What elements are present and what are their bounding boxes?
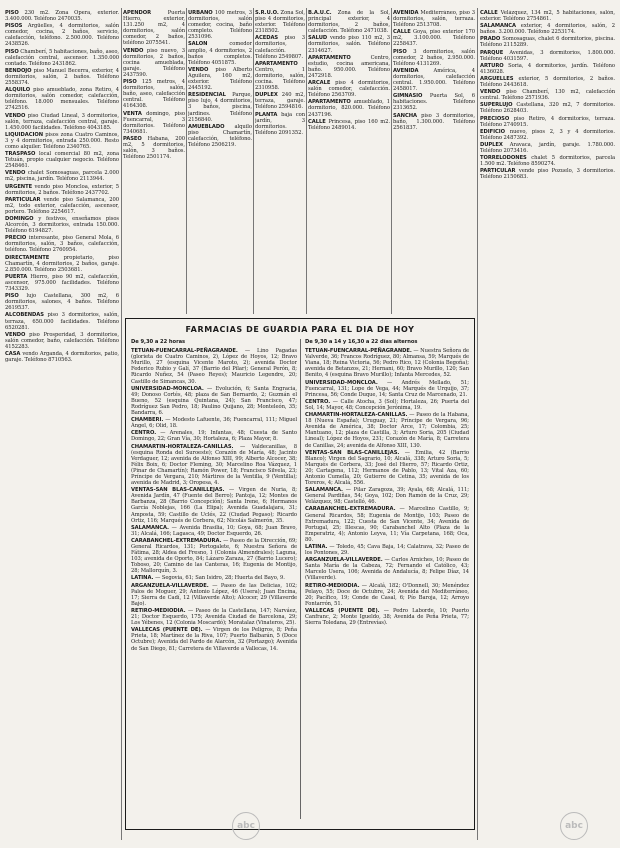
classified-column-5 — [308, 10, 390, 322]
ad-text: vendo Arganda, 4 dormitorios, patio, garaje. Teléfono 8710563. — [5, 350, 119, 364]
classified-ad — [480, 168, 615, 180]
classified-ad — [5, 87, 119, 111]
pharmacy-addresses: — Alcalá, 182; O'Donnell, 30; Menéndez Pelayo, 55; Doce de Octubre, 24; Avenida del Mediterráneo, 20; Pacífico, 19; Conde de Casal, 6; Pío Baroja, 12; Arroyo Fontarrón, 51. — [305, 582, 469, 607]
ad-heading: DOMINGO — [5, 216, 34, 222]
classified-ad — [480, 23, 615, 35]
ad-text: Puerta Hierro, exterior, 131.250 m2, 4 dormitorios, salón comedor, 2 baños, teléfono 2075541. — [123, 10, 185, 47]
classified-ad — [308, 119, 390, 131]
ad-heading: AMUEBLADO — [188, 123, 225, 130]
pharmacy-column-left — [131, 339, 297, 824]
classified-ad — [480, 10, 615, 22]
ad-heading: DIRECTAMENTE — [5, 254, 50, 261]
ad-text: y festivos, enseñamos pisos Alcorcón, 3 dormitorios, entrada 150.000. Teléfono 6194827. — [5, 216, 119, 235]
pharmacy-box — [125, 318, 475, 830]
watermark-icon: abc — [232, 812, 260, 840]
pharmacy-addresses: — Arenales, 19; Infantas, 48; Cuesta de Santo Domingo, 22; Gran Vía, 30; Hortaleza, 6; Plaza Mayor, 8. — [131, 430, 297, 443]
pharmacy-entry — [305, 450, 469, 487]
classified-ad — [188, 67, 252, 91]
ad-heading: PISO — [5, 10, 19, 16]
ad-text: local comercial 80 m2, zona Tetuán, propio cualquier negocio. Teléfono 2548461. — [5, 151, 119, 170]
ad-heading: ARCALE — [308, 80, 331, 87]
column-rule — [186, 8, 187, 314]
pharmacy-entry — [305, 506, 469, 543]
pharmacy-addresses: — Modesto Lafuente, 36; Fuencarral, 111; Miguel Ángel, 6; Olid, 18. — [131, 417, 297, 430]
ad-text: Velázquez, 134 m2, 5 habitaciones, salón, exterior. Teléfono 2754861. — [480, 10, 615, 23]
column-rule — [391, 8, 392, 314]
ad-text: 100 metros, 3 dormitorios, salón comedor, cocina, baño completo. Teléfono 2531096. — [188, 10, 252, 41]
ad-text: chalet 5 dormitorios, parcela 1.500 m2. Teléfono 8590274. — [480, 155, 615, 168]
ad-text: piso 4 dormitorios, salón comedor, calefacción. Teléfono 2563709. — [308, 80, 390, 99]
ad-heading: SALUD — [308, 35, 328, 42]
pharmacy-addresses: — Toledo, 45; Cava Baja, 14; Calatrava, 32; Paseo de los Pontones, 29. — [305, 544, 469, 557]
classified-ad — [255, 35, 305, 59]
ad-text: piso 3 dormitorios, calefacción. Teléfono 2549807. — [255, 35, 305, 60]
ad-heading: PISO — [393, 48, 407, 55]
ad-text: Aravaca, jardín, garaje. 1.780.000. Teléfono 2073416. — [480, 141, 615, 154]
ad-text: Puerta Sol, 6 habitaciones. Teléfono 2313652. — [393, 93, 475, 112]
ad-heading: PLANTA — [255, 111, 278, 118]
classified-ad — [480, 89, 615, 101]
pharmacy-entry — [131, 348, 297, 385]
pharmacy-addresses: — Segovia, 61; San Isidro, 28; Huerta del Bayo, 9. — [155, 575, 285, 582]
watermark-icon: abc — [560, 812, 588, 840]
classified-ad — [123, 136, 185, 160]
ad-text: 3 dormitorios, salón comedor, 2 baños, 2.950.000. Teléfono 4131269. — [393, 48, 475, 67]
pharmacy-entry — [131, 538, 297, 575]
pharmacy-addresses: — Avenida Brasilia, 10; Goya, 68; Juan Bravo, 31; Alcalá, 166; Lagasca, 49; Doctor Esquerdo, 26. — [131, 524, 297, 537]
ad-heading: TORRELODONES — [480, 155, 527, 162]
ad-text: vendo piso Moncloa, exterior, 5 dormitorios, 2 baños. Teléfono 2437702. — [5, 183, 119, 196]
ad-heading: ACEDAS — [255, 35, 279, 42]
ad-text: piso Ciudad Lineal, 3 dormitorios, salón, terraza, calefacción central, garaje. 1.450.000 facilidades. Teléfono 4043185. — [5, 112, 119, 131]
ad-text: interesante, piso General Mola, 6 dormitorios, salón, 3 baños, calefacción, teléfono. Teléfono 2760954. — [5, 235, 119, 254]
pharmacy-entry — [131, 627, 297, 651]
district-name: CENTRO. — [305, 398, 331, 405]
ad-heading: RESIDENCIAL — [188, 92, 226, 99]
ad-heading: AVENIDA — [393, 67, 419, 74]
ad-heading: VENDO — [188, 66, 209, 73]
classified-ad — [308, 80, 390, 98]
classified-ad — [123, 48, 185, 78]
classified-ad — [308, 99, 390, 117]
ad-text: piso Alberto Aguilera, 160 m2, exterior. Teléfono 2445192. — [188, 66, 252, 92]
district-name: TETUAN-FUENCARRAL-PEÑAGRANDE. — [131, 348, 238, 355]
ad-heading: AVENIDA — [393, 10, 419, 16]
classified-ad — [5, 10, 119, 22]
classified-ad — [5, 216, 119, 234]
pharmacy-addresses: — Evolución, 6; Santa Engracia, 49; Donoso Cortés, 48; plaza de San Bernardo, 2; Guzmán el Bueno, 52 (esquina Quintana, 24); San Francisco, 47; Rodríguez San Pedro, 18; Paulino Quijano, 28; Monteleón, 35; Bandarra, 6. — [131, 385, 297, 417]
ad-text: piso 3 dormitorios, salón, terraza, 650.000 facilidades. Teléfono 6520281. — [5, 312, 119, 331]
classified-ad — [188, 92, 252, 122]
classified-ad — [255, 92, 305, 110]
ad-text: piso nuevo, 3 dormitorios, 2 baños, cocina amueblada, garaje. Teléfono 2437590. — [123, 47, 185, 78]
ad-text: chalet Somosaguas, parcela 2.000 m2, piscina, jardín. Teléfono 2113944. — [5, 170, 119, 183]
ad-heading: CASA — [5, 350, 21, 357]
district-name: VALLECAS (PUENTE DE). — [305, 607, 380, 614]
ad-text: vende piso Pozuelo, 3 dormitorios. Teléfono 2150683. — [480, 168, 615, 181]
pharmacy-entry — [131, 525, 297, 537]
district-name: LATINA. — [305, 544, 328, 550]
classified-ad — [480, 102, 615, 114]
district-name: SALAMANCA. — [305, 487, 343, 494]
pharmacy-column-right — [305, 339, 469, 824]
district-name: LATINA. — [131, 575, 154, 582]
pharmacy-addresses: — Andrés Mellado, 51; Fuencarral, 131; Lope de Vega, 44; Marqués de Urquijo, 37; Princesa, 56; Conde Duque, 14; Santa Cruz de Marcenado, 21. — [305, 379, 469, 398]
ad-text: exterior, 4 dormitorios, salón, 2 baños. 3.200.000. Teléfono 2253174. — [480, 23, 615, 36]
classified-ad — [5, 184, 119, 196]
ad-text: propietario, piso Chamartín, 4 dormitorios, 2 baños, garaje. 2.850.000. Teléfono 2503681. — [5, 254, 119, 273]
pharmacy-addresses: — Virgen de Nuria, 8; Avenida Jardín, 47 (Fuente del Berro); Pantoja, 12; Montes de Barbanza, 28 (Barrio Concepción); Santa Irene, 6; Hermanos García Noblejas, 166 (La Elipa); Avenida Guadalajara, 31; Amposta, 59; Castillo de Uclés, 22 (Ciudad Pegaso); Ricardo Ortiz, 116; Marqués de Corbera, 62; Nicolás Salmerón, 35. — [131, 487, 297, 524]
pharmacy-entry — [305, 348, 469, 378]
district-name: CARABANCHEL-EXTREMADURA. — [305, 506, 396, 513]
ad-heading: VENDO — [5, 170, 26, 177]
ad-text: Habana, 200 m2, 5 dormitorios, salón, 3 baños. Teléfono 2501174. — [123, 135, 185, 161]
ad-heading: APARTAMENTO — [308, 99, 351, 106]
ad-heading: PISO — [5, 293, 19, 300]
ad-text: Hierro, piso 90 m2, calefacción, ascensor, 975.000 facilidades. Teléfono 7343329. — [5, 273, 119, 293]
ad-text: piso Retiro, 4 dormitorios, terraza. Teléfono 2740915. — [480, 115, 615, 128]
ad-text: piso 3 dormitorios, baño, 1.300.000. Teléfono 2561837. — [393, 112, 475, 131]
ad-heading: CALLE — [393, 29, 411, 36]
ad-heading: APARTAMENTO — [255, 60, 298, 67]
ad-text: vendo piso 110 m2, 3 dormitorios, salón. Teléfono 2314627. — [308, 35, 390, 54]
pharmacy-addresses: — Nuestra Señora de Valverde, 36; Francos Rodríguez, 80; Almansa, 59; Marqués de Viana, 18; Reina Victoria, 56; Pedro Rico, 12 (Colonia Begoña); avenida de Betanzos, 21; Hernani, 60; Bravo Murillo, 120; San Benito, 4 (esquina Bravo Murillo); Infanta Mercedes, 52. — [305, 348, 469, 379]
classified-column-4 — [255, 10, 305, 322]
classified-ad — [5, 274, 119, 292]
classified-ad — [480, 142, 615, 154]
pharmacy-addresses: — Emilia, 42 (Barrio Blanco); Virgen del Sagrario, 10; Alcalá, 338; Arturo Soria, 5; Marqués de Corbera, 33; José del Hierro, 57; Ricardo Ortiz, 20; Cartagena, 112; Hermanos de Pablo, 13; Vital Aza, 60; Antonio Cumella, 20; Gutierre de Cetina, 35; avenida de los Toreros, 4; Alcalá, 556. — [305, 449, 469, 487]
column-rule — [306, 8, 307, 314]
ad-heading: DUPLEX — [255, 92, 278, 99]
ad-text: alquilo piso Chamartín, calefacción, teléfono. Teléfono 2506219. — [188, 123, 252, 148]
pharmacy-addresses: — Carlos Arniches, 10; Paseo de Santa María de la Cabeza, 72; Fernando el Católico, 43; Marcelo Usera, 106; Avenida de Andalucía, 8; Felipe Díaz, 14 (Villaverde). — [305, 557, 469, 582]
pharmacy-entry — [131, 417, 297, 429]
pharmacy-box-title: FARMACIAS DE GUARDIA PARA EL DIA DE HOY — [185, 325, 415, 334]
column-rule — [121, 8, 122, 840]
classified-ad — [393, 113, 475, 131]
ad-text: América, 4 dormitorios, calefacción central. 1.950.000. Teléfono 2458017. — [393, 67, 475, 93]
district-name: RETIRO-MEDIODIA. — [131, 607, 186, 614]
ad-heading: APARTAMENTO — [308, 54, 351, 61]
ad-heading: URGENTE — [5, 183, 33, 190]
pharmacy-entry — [131, 608, 297, 626]
ad-heading: PARTICULAR — [5, 196, 41, 203]
ad-text: Castellana, 320 m2, 7 dormitorios. Teléfono 2628403. — [480, 102, 615, 115]
classified-ad — [5, 351, 119, 363]
classified-ad — [480, 63, 615, 75]
classified-ad — [5, 68, 119, 86]
classified-ad — [393, 93, 475, 111]
ad-text: nuevo, pisos 2, 3 y 4 dormitorios. Teléfono 2487392. — [480, 128, 615, 141]
ad-heading: EDIFICIO — [480, 128, 506, 135]
pharmacy-entry — [131, 575, 297, 581]
classified-ad — [308, 55, 390, 79]
classified-ad — [5, 293, 119, 311]
classified-ad — [5, 197, 119, 215]
classified-ad — [5, 113, 119, 131]
pharmacy-entry — [305, 380, 469, 398]
ad-text: amueblado, 1 dormitorio, 820.000. Teléfono 2437196. — [308, 99, 390, 118]
ad-heading: VENTA — [123, 110, 142, 117]
ad-heading: B.A.U.C. — [308, 10, 332, 16]
classified-ad — [188, 10, 252, 40]
classified-ad — [393, 49, 475, 67]
pharmacy-entry — [305, 544, 469, 556]
classified-ad — [480, 155, 615, 167]
ad-heading: PISO — [5, 48, 19, 55]
district-name: VALLECAS (PUENTE DE). — [131, 627, 203, 634]
ad-text: Soria, 4 dormitorios, jardín. Teléfono 4136028. — [480, 62, 615, 75]
pharmacy-entry — [131, 487, 297, 524]
ad-heading: SALON — [188, 41, 208, 48]
classified-ad — [255, 61, 305, 91]
ad-text: Centro, 1 dormitorio, salón, cocina. Teléfono 2310958. — [255, 66, 305, 92]
ad-text: vende piso Salamanca, 200 m2, todo exterior, calefacción, ascensor, portero. Teléfono 2254617. — [5, 196, 119, 215]
district-name: VENTAS-SAN BLAS-CANILLEJAS. — [131, 487, 225, 494]
classified-column-1 — [5, 10, 119, 840]
classified-ad — [188, 41, 252, 65]
ad-heading: PARTICULAR — [480, 168, 516, 175]
ad-heading: APENDOR — [123, 10, 152, 16]
pharmacy-entry — [131, 444, 297, 487]
district-name: TETUAN-FUENCARRAL-PEÑAGRANDE. — [305, 348, 412, 355]
ad-heading: PRADO — [480, 36, 501, 43]
pharmacy-box-divider — [300, 339, 301, 819]
ad-heading: ALQUILO — [5, 87, 31, 94]
classified-ad — [5, 170, 119, 182]
pharmacy-addresses: — Paseo de las Delicias, 102; Palos de Moguer, 29; Antonio López, 46 (Usera); Juan Encina, 17; Sierra de Cadí, 12 (Villaverde Alto); Alcocer, 29 (Villaverde Bajo). — [131, 582, 297, 607]
ad-heading: VENDO — [5, 112, 26, 119]
pharmacy-entry — [305, 583, 469, 607]
ad-heading: BENDOJO — [5, 67, 32, 74]
ad-text: piso amueblado, zona Retiro, 4 dormitorios, salón comedor, calefacción, teléfono. 18.000 mensuales. Teléfono 2742516. — [5, 87, 119, 112]
pharmacy-addresses: — Paseo de la Habana, 18 (Nueva España); Uruguay, 21; Príncipe de Vergara, 96; Avenida de América, 38; Doctor Arce, 17; Colombia, 25; Mantuano, 12; plaza de Castilla, 3; Arturo Soria, 205 (Ciudad Lineal); López de Hoyos, 231; Corazón de María, 8; Carretera de Canillas, 24; avenida de Alfonso XIII, 130. — [305, 412, 469, 449]
classified-ad — [308, 10, 390, 34]
pharmacy-addresses: — Marcelino Castillo, 9; General Ricardos, 58; Eugenia de Montijo, 103; Paseo de Extremadura, 122; Cuesta de San Vicente, 34; Avenida de Portugal, 25; Illescas, 90; Carabanchel Alto (Plaza de la Emperatriz, 4); Antonio Leyva, 11; Vía Carpetana, 168; Oca, 80. — [305, 506, 469, 543]
ad-text: 240 m2, terraza, garaje. Teléfono 2594816. — [255, 92, 305, 111]
classified-ad — [480, 129, 615, 141]
ad-text: comedor amplio, 4 dormitorios, 2 baños completos. Teléfono 4051875. — [188, 41, 252, 66]
ad-heading: PASEO — [123, 135, 142, 142]
ad-text: piso Prosperidad, 3 dormitorios, salón comedor, baño, calefacción. Teléfono 4152283. — [5, 331, 119, 350]
ad-heading: VENDO — [5, 331, 26, 338]
classified-ad — [123, 79, 185, 109]
classified-ad — [393, 10, 475, 28]
classified-ad — [5, 312, 119, 330]
ad-heading: SANCHA — [393, 112, 417, 119]
ad-heading: PISOS — [5, 23, 23, 30]
pharmacy-entry — [131, 430, 297, 442]
ad-heading: URBANO — [188, 10, 213, 16]
ad-heading: TRASPASO — [5, 151, 36, 158]
pharmacy-entry — [131, 583, 297, 607]
classified-ad — [123, 111, 185, 135]
classified-ad — [188, 124, 252, 148]
ad-text: Parque, piso lujo, 4 dormitorios, 3 baños, piscina, jardines. Teléfono 2156840. — [188, 92, 252, 123]
pharmacy-addresses: — Lino Pagadas (glorieta de Cuatro Caminos, 2), López de Hoyos, 12; Bravo Murillo, 27 (esquina Vicente Maroto, 2); avenida Doctor Federico Rubio y Galí, 37 (Barrio del Pilar); General Perón, 8; Ricardo Nuñez, 54 (Paseo Reyes); Mauricio Legendre, 20; Castillo de Simancas, 30. — [131, 348, 297, 385]
classified-column-6 — [393, 10, 475, 322]
district-name: SALAMANCA. — [131, 524, 169, 531]
ad-text: Zona Sol, piso 4 dormitorios, exterior. Teléfono 2318502. — [255, 10, 305, 35]
ad-heading: GIMNASIO — [393, 93, 423, 100]
classified-column-7 — [480, 10, 615, 840]
ad-heading: VENDO — [123, 47, 144, 54]
ad-heading: DUPLEX — [480, 141, 503, 148]
pharmacy-entry — [305, 557, 469, 581]
ad-text: baja con jardín, 3 dormitorios. Teléfono 2091352. — [255, 111, 305, 136]
classified-ad — [255, 10, 305, 34]
ad-text: Zona de la Sol, principal exterior, 4 dormitorios, 2 baños, calefacción. Teléfono 2471038. — [308, 10, 390, 35]
classified-ad — [480, 116, 615, 128]
ad-heading: ARTURO — [480, 62, 504, 69]
ad-text: Goya, piso exterior 170 m2, 3.100.000. Teléfono 2258437. — [393, 29, 475, 48]
pharmacy-addresses: — Paseo de la Castellana, 147; Narváez, 21; Doctor Esquerdo, 175; Avenida Ciudad de Barcelona, 29; Los Yébenes, 12 (Colonia Moscardó); Moratalaz (Vinateros, 25). — [131, 607, 297, 627]
classified-column-3 — [188, 10, 252, 322]
district-name: CHAMBERI. — [131, 417, 164, 424]
classified-ad — [393, 68, 475, 92]
pharmacy-entry — [305, 412, 469, 449]
ad-heading: S.R.U.O. — [255, 10, 279, 16]
pharmacy-addresses: — Valdecanillas, 8 (esquina Ronda del Suroeste); Corazón de María, 48; Jacinto Verdaguer, 12; avenida de Alfonso XIII, 99; Alberto Alcocer, 38; Félix Boix, 6; Doctor Fleming, 30; Marcelino Roa Vázquez, 1 (Pinar de Chamartín); Ramón Power, 18; Francisco Silvela, 23; Príncipe de Vergara, 210; Mártires de la Ventilla, 9 (Ventilla); avenida de Madrid, 3; Oropesa, 4. — [131, 443, 297, 487]
district-name: CHAMARTIN-HORTALEZA-CANILLAS. — [305, 412, 408, 419]
classified-ad — [5, 23, 119, 47]
pharmacy-addresses: — Pedro Laborde, 10; Puerto Canfranc, 2; Monte Igueldo, 38; Avenida de Peña Prieta, 77; Sierra Toledana, 29 (Entrevías). — [305, 607, 469, 627]
ad-text: 125 metros, 4 dormitorios, salón, baño, aseo, calefacción central. Teléfono 4164308. — [123, 79, 185, 110]
ad-text: Avenidas, 3 dormitorios, 1.800.000. Teléfono 4031597. — [480, 49, 615, 62]
classified-ad — [5, 235, 119, 253]
ad-text: pisos zona Cuatro Caminos, 3 y 4 dormitorios, entrada 250.000. Resto como alquiler. Teléfono 2340765. — [5, 131, 119, 150]
ad-heading: PARQUE — [480, 49, 504, 56]
ad-text: exterior, 5 dormitorios, 2 baños. Teléfono 2443618. — [480, 75, 615, 89]
district-name: CENTRO. — [131, 430, 157, 437]
ad-text: piso Manuel Becerra, exterior, 4 dormitorios, salón, 2 baños. Teléfono 2558374. — [5, 67, 119, 87]
pharmacy-entry — [305, 487, 469, 505]
ad-text: piso Chamberí, 130 m2, calefacción central. Teléfono 2571936. — [480, 89, 615, 102]
ad-heading: ARGUELLES — [480, 75, 514, 82]
classified-ad — [393, 29, 475, 47]
pharmacy-entry — [305, 399, 469, 411]
column-rule — [477, 8, 478, 840]
classified-ad — [5, 255, 119, 273]
district-name: CARABANCHEL-EXTREMADURA. — [131, 537, 222, 544]
classified-column-2 — [123, 10, 185, 322]
pharmacy-addresses: — Pilar Zaragoza, 39; Ayala, 68; Alcalá, 111; General Pardiñas, 54; Goya, 102; Don Ramón de la Cruz, 29; Velázquez, 98; Castelló, 46. — [305, 487, 469, 506]
pharmacy-hours-right: De 9,30 a 14 y 16,30 a 22 días alternos — [305, 339, 418, 345]
classified-ad — [255, 112, 305, 136]
ad-heading: SUPERLUJO — [480, 102, 513, 109]
district-name: ARGANZUELA-VILLAVERDE. — [305, 557, 383, 564]
classified-ad — [308, 35, 390, 53]
district-name: ARGANZUELA-VILLAVERDE. — [131, 582, 209, 589]
ad-heading: CALLE — [480, 10, 498, 16]
ad-heading: ALCOBENDAS — [5, 312, 44, 319]
ad-heading: PISO — [123, 79, 137, 86]
column-rule — [253, 8, 254, 314]
district-name: CHAMARTIN-HORTALEZA-CANILLAS. — [131, 443, 234, 450]
district-name: UNIVERSIDAD-MONCLOA. — [305, 379, 378, 386]
pharmacy-entry — [131, 386, 297, 416]
ad-heading: LIQUIDACION — [5, 131, 44, 138]
ad-text: Princesa, piso 160 m2. Teléfono 2489014. — [308, 118, 390, 131]
ad-text: 230 m2. Zona Ópera, exterior. 3.400.000. Teléfono 2470035. — [5, 10, 119, 23]
ad-heading: PUERTA — [5, 273, 28, 280]
ad-text: Chamberí, 5 habitaciones, baño, aseo, calefacción central, ascensor. 1.350.000 contado. Teléfono 2431862. — [5, 48, 119, 67]
ad-heading: VENDO — [480, 89, 501, 96]
district-name: UNIVERSIDAD-MONCLOA. — [131, 385, 204, 392]
classified-ad — [123, 10, 185, 47]
ad-text: lujo Castellana, 300 m2, 6 dormitorios, salones, 4 baños. Teléfono 2619537. — [5, 293, 119, 312]
classified-ad — [5, 151, 119, 169]
classified-ad — [480, 50, 615, 62]
ad-heading: PRECIOSO — [480, 115, 510, 122]
ad-text: Centro, estudio, cocina americana, baño. 950.000. Teléfono 2472918. — [308, 54, 390, 79]
pharmacy-addresses: — Paseo de la Dirección, 69; General Ricardos, 131; Portogalete, 6; Nuestra Señora de Fátima, 28; Aldea del Fresno, 1 (Colonia Almendrales); Laguna, 103; avenida de Oporto, 84; Lázaro Zaraza, 27 (Barrio Lucero); Toboso, 20; Camino de las Canteras, 16; Eugenia de Montijo, 28; Mallorquín, 3. — [131, 537, 297, 575]
ad-heading: CALLE — [308, 118, 326, 125]
ad-text: domingo, piso Fuencarral, 3 dormitorios. Teléfono 7340681. — [123, 110, 185, 135]
ad-text: Mediterráneo, piso 3 dormitorios, salón, terraza. Teléfono 2513708. — [393, 10, 475, 29]
pharmacy-addresses: — Virgen de los Peligros, 8; Peña Prieta, 18; Martínez de la Riva, 107; Puerto Balbarán, 5 (Doce Octubre); Avenida del Pardo de Alarcón, 32 (Portazgo); Avenida de San Diego, 81; Carretera de Villaverde a Vallecas, 14. — [131, 627, 297, 652]
classified-ad — [5, 132, 119, 150]
district-name: RETIRO-MEDIODIA. — [305, 582, 360, 589]
ad-heading: SALAMANCA — [480, 23, 516, 30]
pharmacy-entry — [305, 608, 469, 626]
ad-text: Somosaguas, chalet 6 dormitorios, piscina. Teléfono 2115289. — [480, 36, 615, 49]
ad-text: Argüelles, 4 dormitorios, salón comedor, cocina, 2 baños, servicio, calefacción, teléfono. 2.500.000. Teléfono 2438526. — [5, 23, 119, 48]
ad-heading: PRECIO — [5, 235, 27, 242]
classified-ad — [5, 332, 119, 350]
district-name: VENTAS-SAN BLAS-CANILLEJAS. — [305, 449, 400, 456]
classified-ad — [480, 36, 615, 48]
pharmacy-addresses: — Calle Atocha, 3 (Sol); Hortaleza, 26; Puerta del Sol, 14; Mayor, 48; Concepción Jerónima, 19. — [305, 398, 469, 411]
classified-ad — [480, 76, 615, 88]
classified-ad — [5, 49, 119, 67]
pharmacy-hours-left: De 9,30 a 22 horas — [131, 339, 186, 345]
